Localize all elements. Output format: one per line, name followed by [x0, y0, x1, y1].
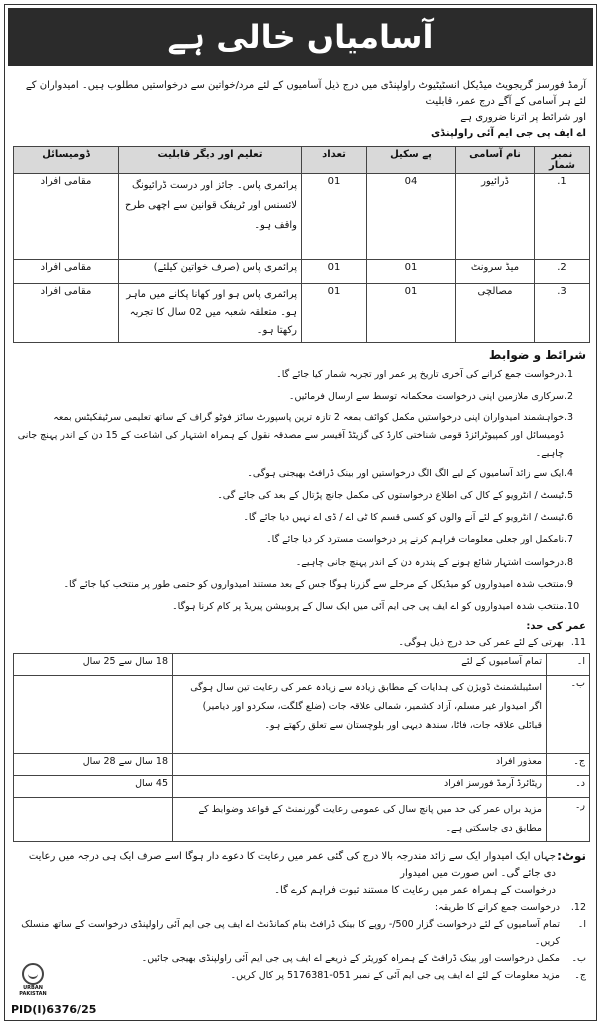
item-text: درخواست جمع کرانے کی آخری تاریخ پر عمر اور تجربہ شمار کیا جائے گا۔ [276, 369, 564, 380]
publisher-logo [13, 963, 53, 997]
cell-count: 01 [302, 174, 367, 260]
item-number: 5. [564, 489, 574, 501]
cell-count: 01 [302, 260, 367, 284]
table-row [14, 775, 590, 797]
terms-heading: شرائط و ضوابط [488, 348, 586, 362]
item-text: سرکاری ملازمین اپنی درخواست محکمانہ توسط سے ارسال فرمائیں۔ [288, 391, 564, 403]
table-row [14, 284, 590, 343]
cell-letter: ر۔ [547, 797, 590, 841]
item-number: 3. [564, 411, 574, 423]
item-text: خواہشمند امیدواران اپنی درخواستیں مکمل کوائف بمعہ 2 تازہ ترین پاسپورٹ سائز فوٹو گراف کے ساتھ تعلیمی سرٹیفکیٹس بمعہ ڈومیسائل اور کمپیوٹرائزڈ قومی شناختی کارڈ کی گزیٹڈ آفیسر سے مصدقہ نقول کے ہمراہ اشتہار کی اشاعت کے 15 دن کے اندر پہنچ جانی چاہیے۔ [17, 411, 564, 459]
item-text: مکمل درخواست اور بینک ڈرافٹ کے ہمراہ کوریئر کے ذریعے اے ایف پی جی ایم آئی راولپنڈی بھیجی جائیں۔ [141, 952, 560, 964]
age-limit-heading: عمر کی حد: [526, 620, 586, 632]
page-title: آسامیاں خالی ہے [167, 18, 434, 56]
item-text: مزید معلومات کے لئے اے ایف پی جی ایم آئی کے نمبر 051-5176381 پر کال کریں۔ [230, 969, 560, 981]
list-item [15, 950, 586, 967]
list-item [15, 507, 586, 529]
intro-line: آرمڈ فورسز گریجویٹ میڈیکل انسٹیٹیوٹ راولپنڈی میں درج ذیل آسامیوں کے لئے مرد/خواتین سے درخواستیں مطلوب ہیں۔ امیدواران کے لئے ہر آسامی کے آگے درج عمر، قابلیت [25, 80, 586, 107]
note-label: نوٹ: [557, 848, 586, 863]
cell-category: مزید براں عمر کی حد میں پانچ سال کی عمومی رعایت گورنمنٹ کے قواعد وضوابط کے مطابق دی جاسکتی ہے۔ [173, 797, 547, 841]
terms-list [15, 364, 586, 619]
submission-heading [15, 899, 586, 916]
item-number: 10. [564, 601, 580, 613]
list-item [15, 386, 586, 408]
table-header-row [14, 147, 590, 174]
list-item [15, 967, 586, 984]
cell-qualification: پرائمری پاس۔ جائز اور درست ڈرائیونگ لائسنس اور ٹریفک قوانین سے اچھی طرح واقف ہو۔ [119, 174, 302, 260]
item-number: 4. [564, 467, 574, 479]
cell-limit [14, 675, 173, 753]
cell-qualification: پرائمری پاس (صرف خواتین کیلئے) [119, 260, 302, 284]
item-number: 7. [564, 534, 574, 546]
logo-text: URBAN PAKISTAN [19, 985, 47, 997]
list-item [15, 529, 586, 551]
item-text: تمام آسامیوں کے لئے درخواست گزار 500/- روپے کا بینک ڈرافٹ بنام کمانڈنٹ اے ایف پی جی ایم آئی راولپنڈی درخواست کے ساتھ منسلک کریں۔ [21, 918, 560, 947]
cell-sno: 3. [535, 284, 590, 343]
cell-sno: 2. [535, 260, 590, 284]
col-post: نام آسامی [456, 147, 535, 174]
item-text: ایک سے زائد آسامیوں کے لیے الگ الگ درخواستیں اور بینک ڈرافٹ بھیجنی ہوگی۔ [247, 467, 564, 479]
cell-count: 01 [302, 284, 367, 343]
cell-domicile: مقامی افراد [14, 174, 119, 260]
cell-scale: 01 [367, 260, 456, 284]
cell-letter: ا۔ [547, 653, 590, 675]
item-text: بھرتی کے لئے عمر کی حد درج ذیل ہوگی۔ [398, 636, 564, 648]
item-text: ٹیسٹ / انٹرویو کے لئے آنے والوں کو کسی قسم کا ٹی اے / ڈی اے نہیں دیا جائے گا۔ [243, 512, 564, 524]
cell-domicile: مقامی افراد [14, 284, 119, 343]
cell-category: اسٹیبلشمنٹ ڈویژن کی ہدایات کے مطابق زیادہ سے زیادہ عمر کی رعایت تین سال ہوگی اگر امیدوار غیر مسلم، آزاد کشمیر، شمالی علاقہ جات (ضلع گلگت، سکردو اور دیامیر) قبائلی علاقہ جات، فاٹا، سندھ دیہی اور بلوچستان سے تعلق رکھتے ہو۔ [173, 675, 547, 753]
pid-number: PID(I)6376/25 [11, 1003, 97, 1016]
cell-category: معذور افراد [173, 753, 547, 775]
title-banner [8, 8, 593, 66]
logo-icon [22, 963, 44, 985]
item-number: 12. [570, 901, 586, 913]
cell-limit: 18 سال سے 28 سال [14, 753, 173, 775]
item-text: منتخب شدہ امیدواروں کو میڈیکل کے مرحلے سے گزرنا ہوگا جس کے بعد مستند امیدواروں کو حتمی طور پر منتخب کیا جائے گا۔ [63, 579, 564, 591]
submission-section [15, 899, 586, 984]
cell-category: ریٹائرڈ آرمڈ فورسز افراد [173, 775, 547, 797]
age-limit-table [13, 653, 590, 842]
cell-qualification: پرائمری پاس ہو اور کھانا پکانے میں ماہر ہو۔ متعلقہ شعبہ میں 02 سال کا تجربہ رکھتا ہو۔ [119, 284, 302, 343]
table-row [14, 260, 590, 284]
cell-scale: 01 [367, 284, 456, 343]
cell-post: مصالچی [456, 284, 535, 343]
note-line: درخواست کے ہمراہ عمر میں رعایت کا مستند ثبوت فراہم کرے گا۔ [274, 884, 556, 896]
table-row [14, 753, 590, 775]
note-line: جہاں ایک امیدوار ایک سے زائد مندرجہ بالا درج کی گئی عمر میں رعایت کا دعوے دار ہوگا اسے صرف ایک ہی درجہ میں رعایت دی جائے گی۔ اس صورت میں امیدوار [28, 850, 556, 879]
vacancy-table [13, 146, 590, 343]
col-domicile: ڈومیسائل [14, 147, 119, 174]
advertisement-page [4, 4, 597, 1021]
cell-sno: 1. [535, 174, 590, 260]
intro-line: اور شرائط پر اترنا ضروری ہے [460, 112, 586, 123]
item-letter: ا۔ [577, 918, 586, 930]
cell-domicile: مقامی افراد [14, 260, 119, 284]
list-item [15, 463, 586, 485]
cell-limit: 45 سال [14, 775, 173, 797]
cell-letter: د۔ [547, 775, 590, 797]
list-item [15, 596, 586, 618]
cell-category: تمام آسامیوں کے لئے [173, 653, 547, 675]
col-sno: نمبر شمار [535, 147, 590, 174]
item-text: منتخب شدہ امیدواروں کو اے ایف پی جی ایم آئی میں ایک سال کے پروبیشن پیریڈ پر کام کرنا ہوگا۔ [172, 601, 564, 613]
table-row [14, 797, 590, 841]
list-item [15, 916, 586, 950]
cell-letter: ب۔ [547, 675, 590, 753]
item-letter: ب۔ [571, 952, 586, 964]
cell-limit: 18 سال سے 25 سال [14, 653, 173, 675]
cell-limit [14, 797, 173, 841]
item-number: 6. [564, 512, 574, 524]
table-row [14, 675, 590, 753]
note-block [15, 848, 586, 899]
table-row [14, 653, 590, 675]
list-item [15, 364, 586, 386]
intro-paragraph [15, 78, 586, 142]
item-text: درخواست اشتہار شائع ہونے کے پندرہ دن کے اندر پہنچ جانی چاہیے۔ [295, 556, 564, 568]
cell-scale: 04 [367, 174, 456, 260]
item-number: 2. [564, 391, 574, 403]
item-letter: ج۔ [574, 969, 586, 981]
cell-post: ڈرائیور [456, 174, 535, 260]
item-number: 9. [564, 579, 574, 591]
list-item [15, 485, 586, 507]
item-text: ٹیسٹ / انٹرویو کے کال کی اطلاع درخواستوں کی مکمل جانچ پڑتال کے بعد کی جائے گی۔ [217, 489, 564, 501]
list-item [15, 409, 586, 463]
col-qualification: تعلیم اور دیگر قابلیت [119, 147, 302, 174]
col-count: تعداد [302, 147, 367, 174]
item-text: درخواست جمع کرانے کا طریقہ: [434, 901, 560, 913]
item-number: 1. [564, 369, 574, 380]
item-number: 8. [564, 556, 574, 568]
item-text: نامکمل اور جعلی معلومات فراہم کرنے پر درخواست مسترد کر دیا جائے گا۔ [266, 534, 564, 546]
list-item [15, 574, 586, 596]
list-item [15, 552, 586, 574]
age-limit-intro [15, 635, 586, 651]
cell-letter: ج۔ [547, 753, 590, 775]
table-row [14, 174, 590, 260]
col-scale: پے سکیل [367, 147, 456, 174]
item-number: 11. [570, 636, 586, 648]
intro-institute: اے ایف پی جی ایم آئی راولپنڈی [430, 128, 586, 139]
cell-post: میڈ سرونٹ [456, 260, 535, 284]
